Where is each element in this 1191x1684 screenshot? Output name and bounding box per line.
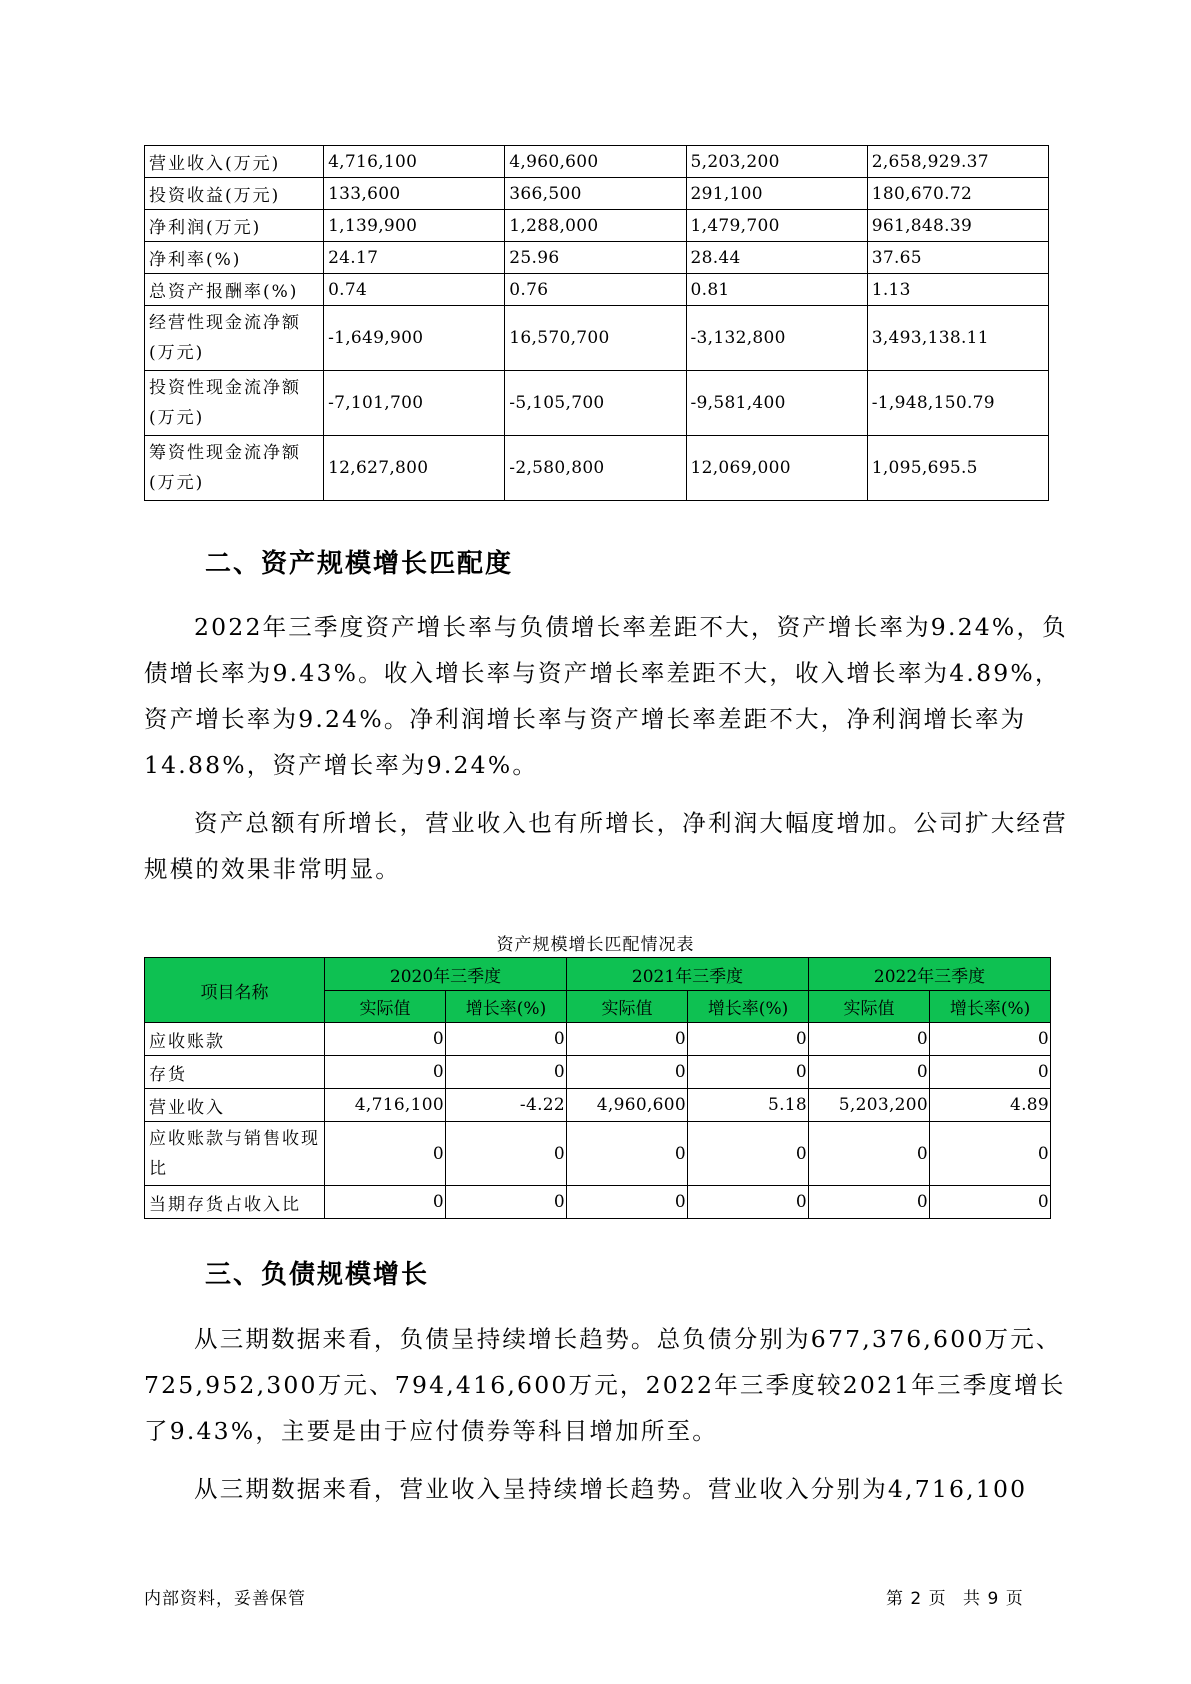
cell: 0 xyxy=(325,1186,446,1219)
cell: 37.65 xyxy=(867,242,1048,274)
cell: 12,627,800 xyxy=(324,436,505,501)
cell: 0 xyxy=(809,1122,930,1186)
cell: 0.76 xyxy=(505,274,686,306)
cell: -4.22 xyxy=(446,1089,567,1122)
section-heading: 三、负债规模增长 xyxy=(205,1260,430,1290)
cell: 1,288,000 xyxy=(505,210,686,242)
column-header: 2021年三季度 xyxy=(567,958,809,991)
cell: 1,139,900 xyxy=(324,210,505,242)
cell: 0.74 xyxy=(324,274,505,306)
cell: -5,105,700 xyxy=(505,371,686,436)
cell: 24.17 xyxy=(324,242,505,274)
cell: 0 xyxy=(930,1056,1051,1089)
page-number: 2 xyxy=(910,1589,923,1609)
row-label: 净利润(万元) xyxy=(145,210,324,242)
cell: 28.44 xyxy=(686,242,867,274)
cell: 0 xyxy=(567,1056,688,1089)
cell: 4,960,600 xyxy=(567,1089,688,1122)
column-header: 2022年三季度 xyxy=(809,958,1051,991)
cell: 4,960,600 xyxy=(505,146,686,178)
cell: -9,581,400 xyxy=(686,371,867,436)
cell: 133,600 xyxy=(324,178,505,210)
page-label: 页 xyxy=(928,1589,947,1609)
row-label: 营业收入 xyxy=(145,1089,325,1122)
total-label: 页 xyxy=(1005,1589,1024,1609)
cell: 180,670.72 xyxy=(867,178,1048,210)
table-row xyxy=(145,306,1049,371)
column-header: 增长率(%) xyxy=(446,991,567,1023)
cell: 0 xyxy=(688,1186,809,1219)
row-label: 投资性现金流净额(万元) xyxy=(145,371,324,436)
table-row xyxy=(145,178,1049,210)
row-label: 应收账款 xyxy=(145,1023,325,1056)
cell: 0 xyxy=(446,1186,567,1219)
page-label: 第 xyxy=(886,1589,904,1609)
cell: 0 xyxy=(567,1186,688,1219)
cell: 0 xyxy=(325,1056,446,1089)
cell: 5,203,200 xyxy=(809,1089,930,1122)
cell: 1,095,695.5 xyxy=(867,436,1048,501)
cell: 0 xyxy=(930,1186,1051,1219)
cell: 0 xyxy=(688,1056,809,1089)
cell: 291,100 xyxy=(686,178,867,210)
cell: 0 xyxy=(688,1122,809,1186)
cell: 0 xyxy=(446,1023,567,1056)
cell: 366,500 xyxy=(505,178,686,210)
row-label: 筹资性现金流净额(万元) xyxy=(145,436,324,501)
cell: 25.96 xyxy=(505,242,686,274)
table-row xyxy=(145,1122,1051,1186)
table-row xyxy=(145,436,1049,501)
table-row xyxy=(145,274,1049,306)
table-row xyxy=(145,210,1049,242)
cell: 0 xyxy=(930,1023,1051,1056)
cell: 4.89 xyxy=(930,1089,1051,1122)
row-label: 应收账款与销售收现比 xyxy=(145,1122,325,1186)
cell: 0 xyxy=(688,1023,809,1056)
column-header: 实际值 xyxy=(567,991,688,1023)
paragraph: 资产总额有所增长，营业收入也有所增长，净利润大幅度增加。公司扩大经营规模的效果非常明显。 xyxy=(144,809,1068,883)
cell: -7,101,700 xyxy=(324,371,505,436)
cell: 1,479,700 xyxy=(686,210,867,242)
asset-growth-table xyxy=(144,957,1051,1219)
header-row xyxy=(145,958,1051,991)
cell: 0 xyxy=(809,1023,930,1056)
paragraph: 从三期数据来看，负债呈持续增长趋势。总负债分别为677,376,600万元、725,952,300万元、794,416,600万元，2022年三季度较2021年三季度增长了9.43%，主要是由于应付债券等科目增加所至。 xyxy=(144,1325,1066,1445)
cell: 0 xyxy=(325,1122,446,1186)
cell: -1,649,900 xyxy=(324,306,505,371)
row-label: 总资产报酬率(%) xyxy=(145,274,324,306)
cell: 12,069,000 xyxy=(686,436,867,501)
table-row xyxy=(145,371,1049,436)
cell: 3,493,138.11 xyxy=(867,306,1048,371)
column-header: 增长率(%) xyxy=(688,991,809,1023)
column-header: 2020年三季度 xyxy=(325,958,567,991)
cell: 5,203,200 xyxy=(686,146,867,178)
column-header: 实际值 xyxy=(325,991,446,1023)
row-label: 当期存货占收入比 xyxy=(145,1186,325,1219)
column-header: 项目名称 xyxy=(145,958,325,1023)
row-label: 营业收入(万元) xyxy=(145,146,324,178)
cell: 0 xyxy=(446,1122,567,1186)
table-caption: 资产规模增长匹配情况表 xyxy=(496,935,695,955)
cell: 5.18 xyxy=(688,1089,809,1122)
cell: -2,580,800 xyxy=(505,436,686,501)
cell: 0 xyxy=(325,1023,446,1056)
paragraph: 从三期数据来看，营业收入呈持续增长趋势。营业收入分别为4,716,100 xyxy=(194,1475,1028,1503)
cell: 0 xyxy=(809,1056,930,1089)
cell: 0 xyxy=(567,1023,688,1056)
cell: 2,658,929.37 xyxy=(867,146,1048,178)
cell: 4,716,100 xyxy=(325,1089,446,1122)
cell: 4,716,100 xyxy=(324,146,505,178)
cell: 0 xyxy=(809,1186,930,1219)
column-header: 实际值 xyxy=(809,991,930,1023)
column-header: 增长率(%) xyxy=(930,991,1051,1023)
cell: 961,848.39 xyxy=(867,210,1048,242)
footer-confidential-note: 内部资料，妥善保管 xyxy=(144,1589,306,1609)
cell: 16,570,700 xyxy=(505,306,686,371)
cell: -3,132,800 xyxy=(686,306,867,371)
paragraph: 2022年三季度资产增长率与负债增长率差距不大，资产增长率为9.24%，负债增长率为9.43%。收入增长率与资产增长率差距不大，收入增长率为4.89%，资产增长率为9.24%。净利润增长率与资产增长率差距不大，净利润增长率为14.88%，资产增长率为9.24%。 xyxy=(144,613,1068,779)
cell: 0 xyxy=(567,1122,688,1186)
row-label: 投资收益(万元) xyxy=(145,178,324,210)
footer-page-number xyxy=(886,1584,1024,1609)
cell: 0.81 xyxy=(686,274,867,306)
financial-summary-table xyxy=(144,145,1049,501)
cell: -1,948,150.79 xyxy=(867,371,1048,436)
row-label: 净利率(%) xyxy=(145,242,324,274)
cell: 0 xyxy=(930,1122,1051,1186)
cell: 1.13 xyxy=(867,274,1048,306)
table-row xyxy=(145,1056,1051,1089)
section-heading: 二、资产规模增长匹配度 xyxy=(205,549,514,579)
cell: 0 xyxy=(446,1056,567,1089)
table-row xyxy=(145,1023,1051,1056)
table-row xyxy=(145,1089,1051,1122)
table-row xyxy=(145,146,1049,178)
table-row xyxy=(145,1186,1051,1219)
table-row xyxy=(145,242,1049,274)
total-pages: 9 xyxy=(987,1589,1000,1609)
row-label: 经营性现金流净额(万元) xyxy=(145,306,324,371)
row-label: 存货 xyxy=(145,1056,325,1089)
total-label: 共 xyxy=(963,1589,982,1609)
